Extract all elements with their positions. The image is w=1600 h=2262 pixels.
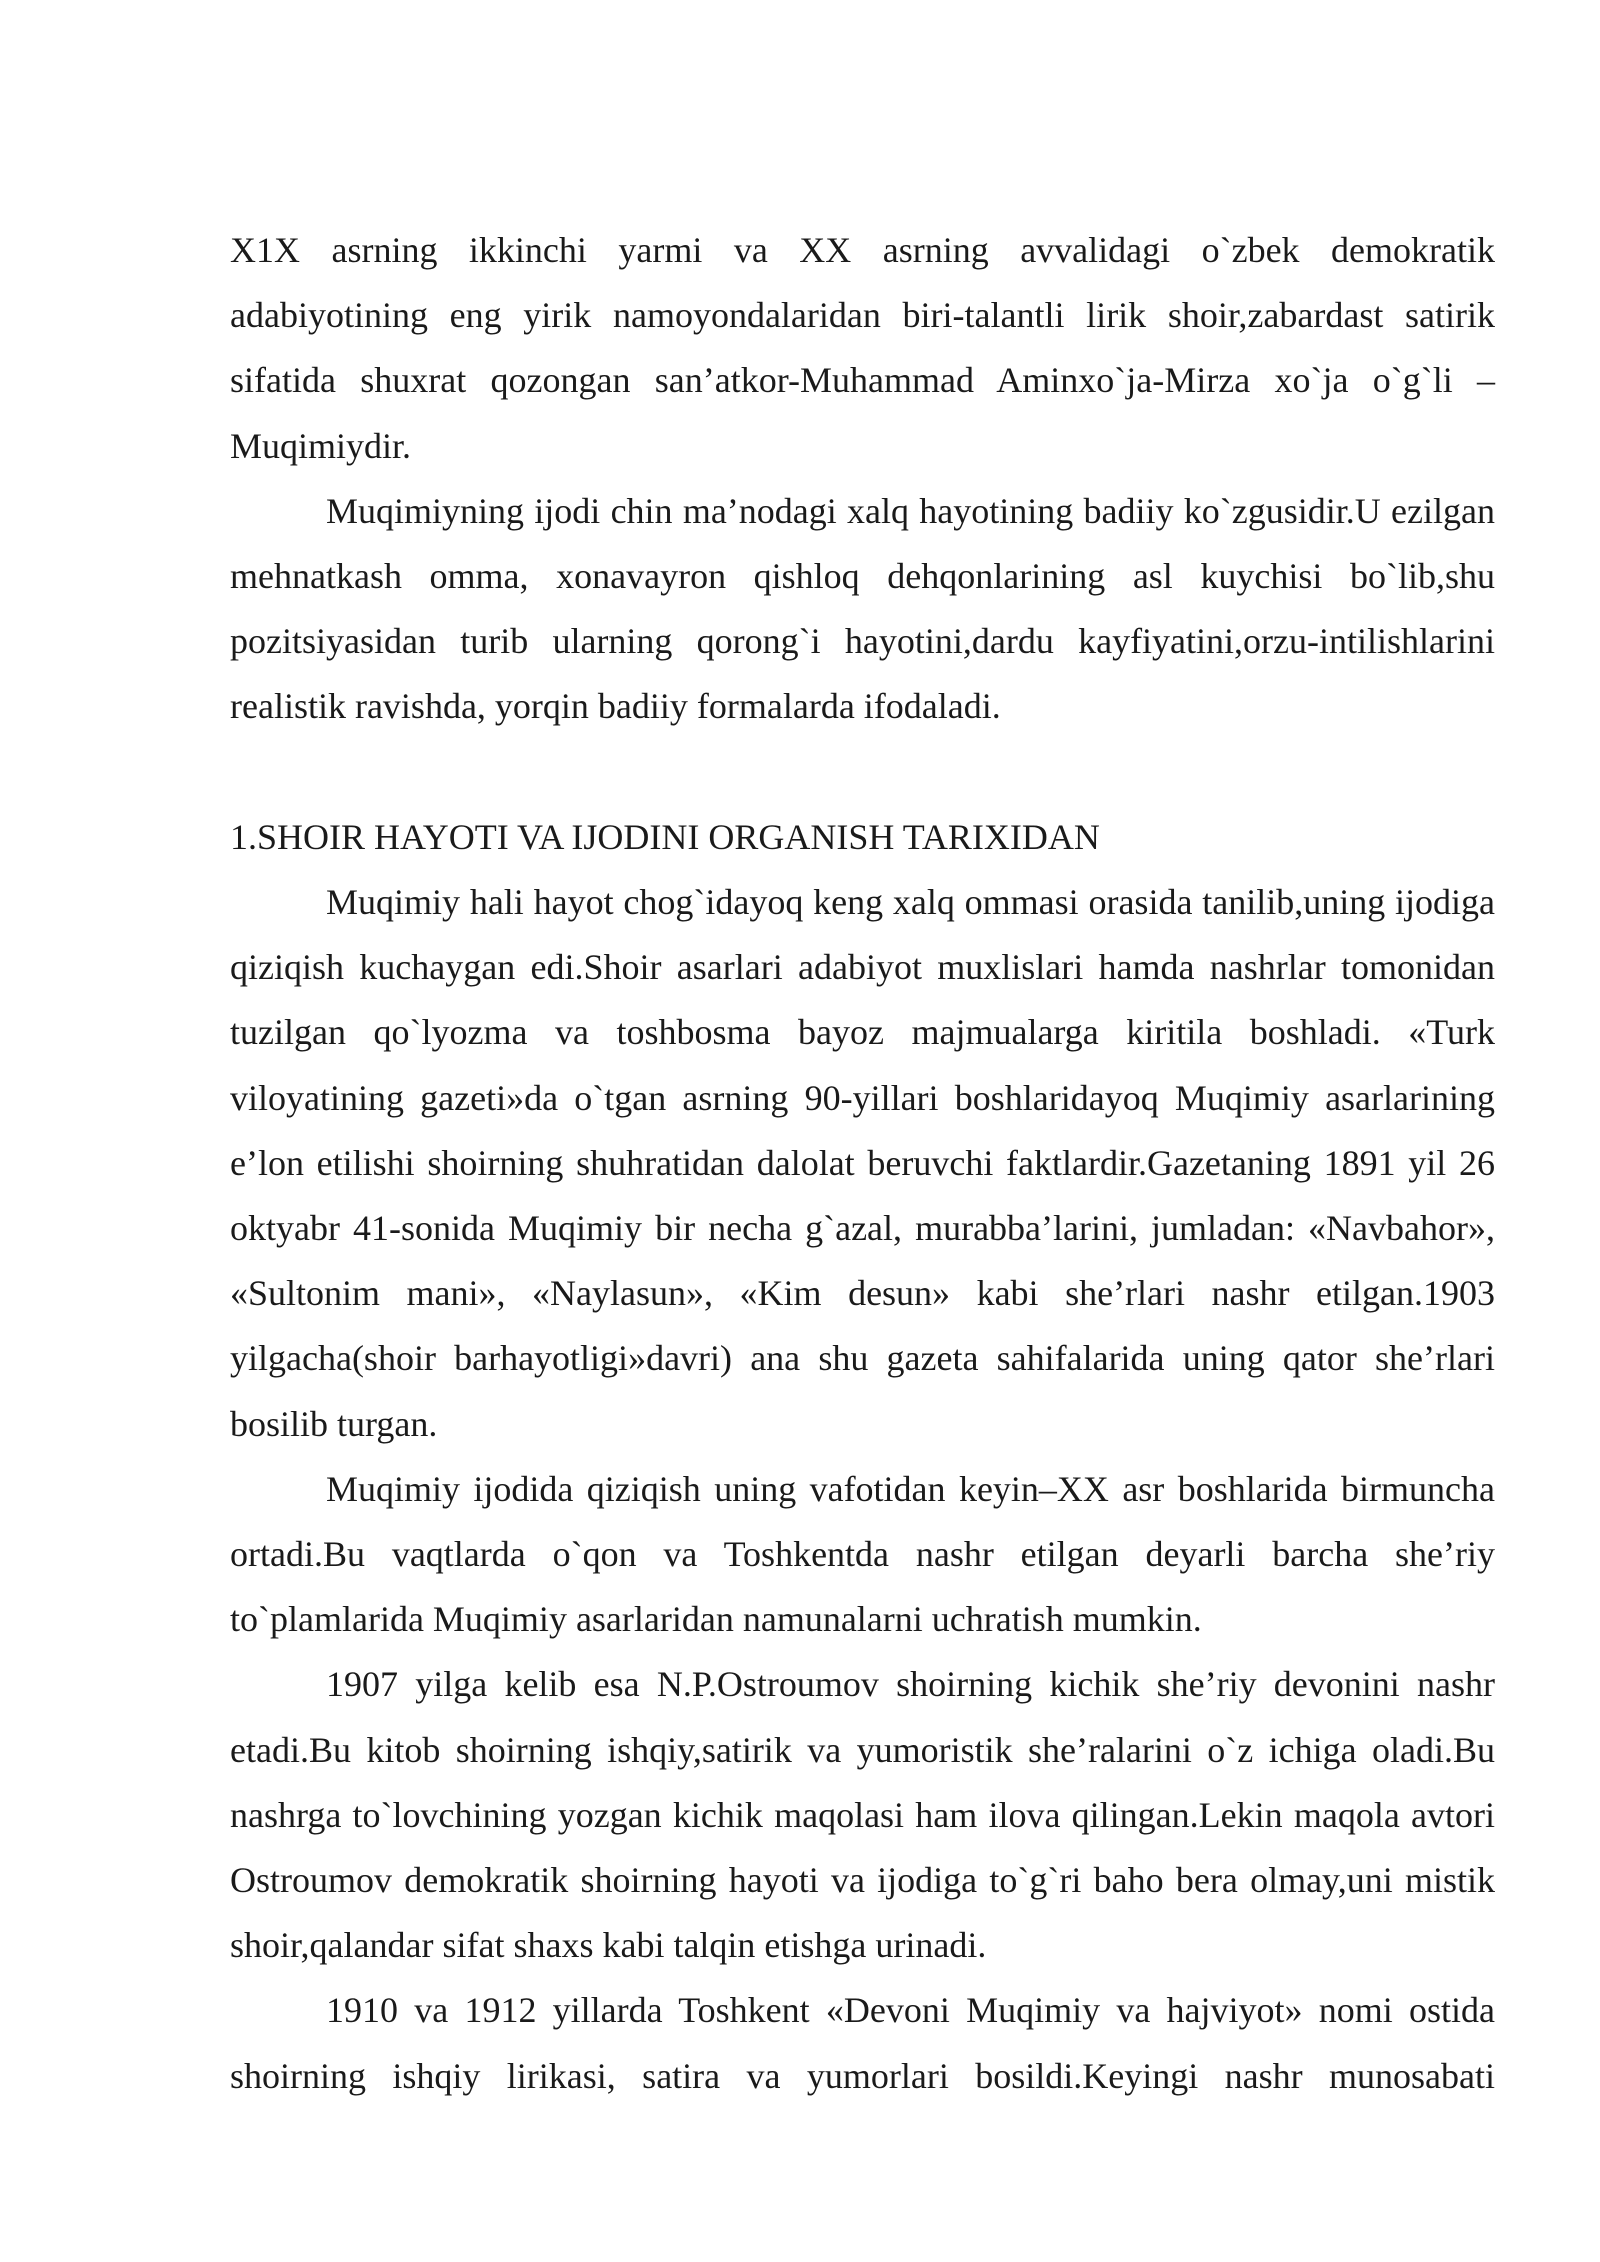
paragraph-ostroumov: 1907 yilga kelib esa N.P.Ostroumov shoirning kichik she’riy devonini nashr etadi.Bu kitob shoirning ishqiy,satirik va yumoristik she’ralarini o`z ichiga oladi.Bu nashrga to`lovchining yozgan kichik maqolasi ham ilova qilingan.Lekin maqola avtori Ostroumov demokratik shoirning hayoti va ijodiga to`g`ri baho bera olmay,uni mistik shoir,qalandar sifat shaxs kabi talqin etishga urinadi. — [230, 1664, 1495, 1966]
paragraph-ijodi: Muqimiyning ijodi chin ma’nodagi xalq hayotining badiiy ko`zgusidir.U ezilgan mehnatkash omma, xonavayron qishloq dehqonlarining asl kuychisi bo`lib,shu pozitsiyasidan turib ularning qorong`i hayotini,dardu kayfiyatini,orzu-intilishlarini realistik ravishda, yorqin badiiy formalarda ifodaladi. — [230, 490, 1495, 727]
section-spacer — [230, 740, 1495, 805]
intro-paragraph: X1X asrning ikkinchi yarmi va XX asrning avvalidagi o`zbek demokratik adabiyotining eng yirik namoyondalaridan biri-talantli lirik shoir,zabardast satirik sifatida shuxrat qozongan san’atkor-Muhammad Aminxo`ja-Mirza xo`ja o`g`li – Muqimiydir. — [230, 230, 1495, 466]
section-heading: 1.SHOIR HAYOTI VA IJODINI ORGANISH TARIXIDAN — [230, 816, 1100, 857]
document-body — [230, 218, 1495, 2109]
paragraph-vafotidan-keyin: Muqimiy ijodida qiziqish uning vafotidan keyin–XX asr boshlarida birmuncha ortadi.Bu vaqtlarda o`qon va Toshkentda nashr etilgan deyarli barcha she’riy to`plamlarida Muqimiy asarlaridan namunalarni uchratish mumkin. — [230, 1468, 1495, 1640]
paragraph-devoni-muqimiy: 1910 va 1912 yillarda Toshkent «Devoni Muqimiy va hajviyot» nomi ostida shoirning ishqiy lirikasi, satira va yumorlari bosildi.Keyingi nashr munosabati — [230, 1990, 1495, 2096]
paragraph-hayot-chogidayoq: Muqimiy hali hayot chog`idayoq keng xalq ommasi orasida tanilib,uning ijodiga qiziqish kuchaygan edi.Shoir asarlari adabiyot muxlislari hamda nashrlar tomonidan tuzilgan qo`lyozma va toshbosma bayoz majmualarga kiritila boshladi. «Turk viloyatining gazeti»da o`tgan asrning 90-yillari boshlaridayoq Muqimiy asarlarining e’lon etilishi shoirning shuhratidan dalolat beruvchi faktlardir.Gazetaning 1891 yil 26 oktyabr 41-sonida Muqimiy bir necha g`azal, murabba’larini, jumladan: «Navbahor», «Sultonim mani», «Naylasun», «Kim desun» kabi she’rlari nashr etilgan.1903 yilgacha(shoir barhayotligi»davri) ana shu gazeta sahifalarida uning qator she’rlari bosilib turgan. — [230, 882, 1495, 1444]
